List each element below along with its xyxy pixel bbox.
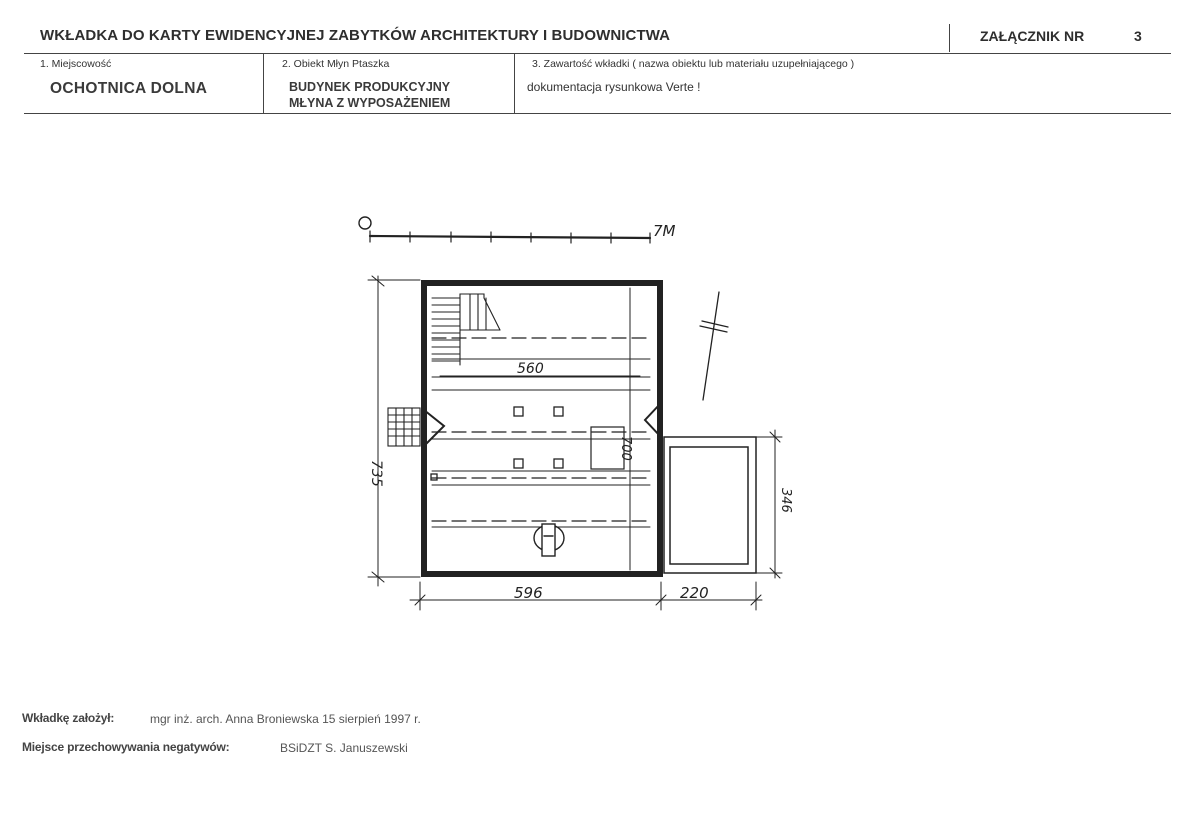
annex-label: ZAŁĄCZNIK NR bbox=[980, 28, 1085, 44]
author-value: mgr inż. arch. Anna Broniewska 15 sierpień 1997 r. bbox=[150, 712, 421, 726]
object-value-line1: BUDYNEK PRODUKCYJNY bbox=[289, 80, 451, 94]
main-width-label: 596 bbox=[514, 584, 543, 602]
inner-height-label: 700 bbox=[618, 436, 633, 461]
storage-label: Miejsce przechowywania negatywów: bbox=[22, 740, 230, 754]
scale-bar bbox=[359, 217, 650, 243]
dimension-lines bbox=[368, 276, 782, 610]
object-label: 2. Obiekt Młyn Ptaszka bbox=[282, 58, 390, 70]
content-value: dokumentacja rysunkowa Verte ! bbox=[527, 80, 701, 94]
annex-number: 3 bbox=[1134, 28, 1142, 44]
annex-height-label: 346 bbox=[778, 488, 793, 513]
scale-end-label: 7M bbox=[653, 222, 676, 240]
annex-outer bbox=[664, 437, 756, 573]
millstone bbox=[534, 524, 564, 556]
posts bbox=[431, 407, 563, 480]
form-title: WKŁADKA DO KARTY EWIDENCYJNEJ ZABYTKÓW ARCHITEKTURY I BUDOWNICTWA bbox=[40, 27, 671, 44]
annex-inner bbox=[670, 447, 748, 564]
author-label: Wkładkę założył: bbox=[22, 711, 115, 725]
place-label: 1. Miejscowość bbox=[40, 58, 112, 70]
storage-value: BSiDZT S. Januszewski bbox=[280, 741, 408, 755]
stairs-left bbox=[388, 408, 444, 446]
content-label: 3. Zawartość wkładki ( nazwa obiektu lub materiału uzupełniającego ) bbox=[532, 58, 855, 70]
object-value-line2: MŁYNA Z WYPOSAŻENIEM bbox=[289, 96, 451, 110]
north-arrow bbox=[700, 292, 728, 400]
inner-width-label: 560 bbox=[517, 361, 544, 377]
place-value: OCHOTNICA DOLNA bbox=[50, 80, 208, 97]
annex-width-label: 220 bbox=[680, 584, 709, 602]
stairs-upper bbox=[432, 294, 500, 365]
total-height-label: 735 bbox=[368, 460, 384, 487]
